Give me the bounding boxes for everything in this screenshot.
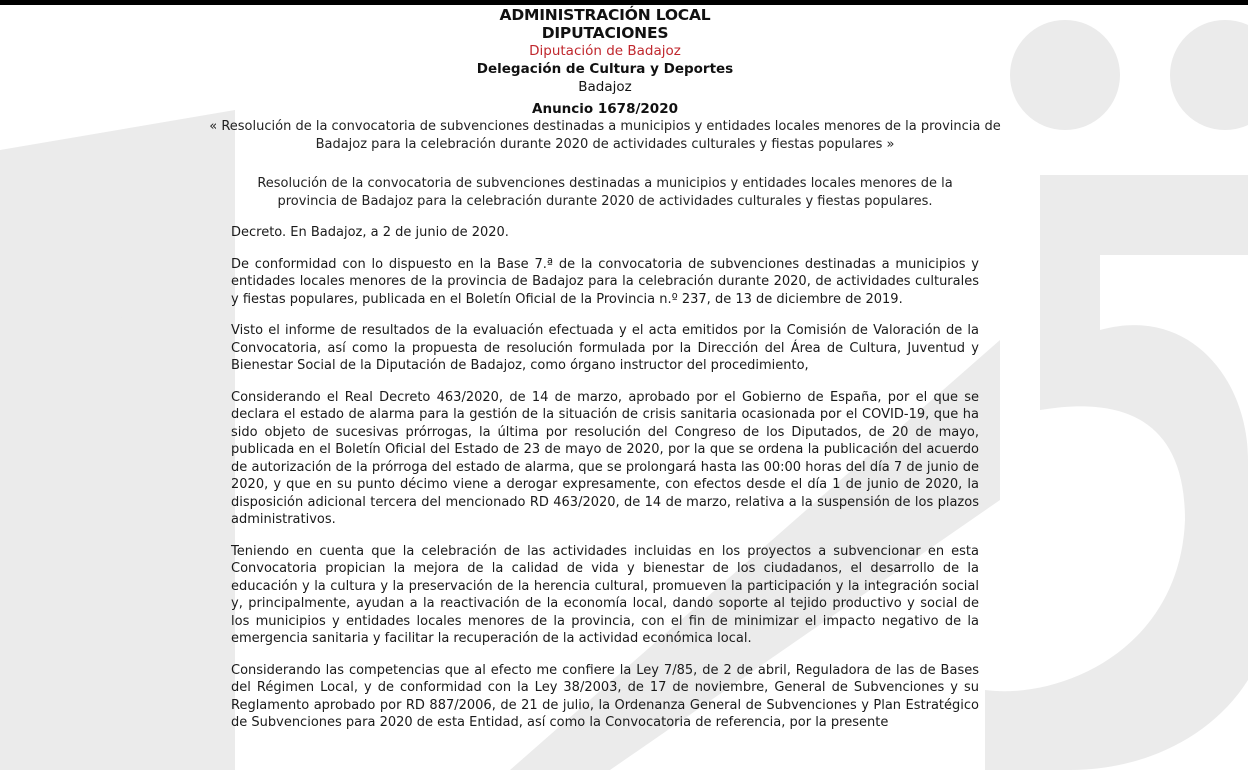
paragraph: Considerando las competencias que al efecto me confiere la Ley 7/85, de 2 de abril, Reguladora de las de Bases del Régimen Local, y de conformidad con la Ley 38/2003, de 17 de noviembre, General de Subvenciones y su Reglamento aprobado por RD 887/2006, de 21 de julio, la Ordenanza General de Subvenciones y Plan Estratégico de Subvenciones para 2020 de esta Entidad, así como la Convocatoria de referencia, por la presente bbox=[231, 662, 979, 730]
city-name: Badajoz bbox=[578, 79, 632, 95]
paragraph: Visto el informe de resultados de la evaluación efectuada y el acta emitidos por la Comisión de Valoración de la Convocatoria, así como la propuesta de resolución formulada por la Dirección del Área de Cultura, Juventud y Bienestar Social de la Diputación de Badajoz, como órgano instructor del procedimiento, bbox=[231, 323, 979, 373]
section-title: ADMINISTRACIÓN LOCAL bbox=[499, 6, 711, 24]
department-name: Delegación de Cultura y Deportes bbox=[476, 61, 734, 77]
paragraph: Teniendo en cuenta que la celebración de las actividades incluidas en los proyectos a subvencionar en esta Convocatoria propician la mejora de la calidad de vida y bienestar de los ciudadanos, el desarrollo de la educación y la cultura y la preservación de la herencia cultural, promueven la participación y la integración social y, principalmente, ayudan a la reactivación de la economía local, dando soporte al tejido productivo y social de los municipios y entidades locales menores de la provincia, con el fin de minimizar el impacto negativo de la emergencia sanitaria y facilitar la recuperación de la actividad económica local. bbox=[231, 543, 979, 646]
paragraph: Considerando el Real Decreto 463/2020, de 14 de marzo, aprobado por el Gobierno de España, por el que se declara el estado de alarma para la gestión de la situación de crisis sanitaria ocasionada por el COVID-19, que ha sido objeto de sucesivas prórrogas, la última por resolución del Congreso de los Diputados, de 20 de mayo, publicada en el Boletín Oficial del Estado de 23 de mayo de 2020, por la que se ordena la publicación del acuerdo de autorización de la prórroga del estado de alarma, que se prolongará hasta las 00:00 horas del día 7 de junio de 2020, y que en su punto décimo viene a derogar expresamente, con efectos desde el día 1 de junio de 2020, la disposición adicional tercera del mencionado RD 463/2020, de 14 de marzo, relativa a la suspensión de los plazos administrativos. bbox=[231, 389, 979, 527]
watermark-left-dot bbox=[105, 245, 185, 325]
entity-name: Diputación de Badajoz bbox=[529, 43, 681, 59]
watermark-right-dot-2 bbox=[1170, 20, 1248, 130]
watermark-right-dot-1 bbox=[1010, 20, 1120, 130]
announcement-number: Anuncio 1678/2020 bbox=[532, 101, 678, 117]
document-header bbox=[231, 6, 979, 118]
subsection-title: DIPUTACIONES bbox=[541, 24, 669, 42]
paragraph-decreto: Decreto. En Badajoz, a 2 de junio de 2020. bbox=[231, 225, 509, 240]
paragraph: De conformidad con lo dispuesto en la Base 7.ª de la convocatoria de subvenciones destinadas a municipios y entidades locales menores de la provincia de Badajoz para la celebración durante 2020, de actividades culturales y fiestas populares, publicada en el Boletín Oficial de la Provincia n.º 237, de 13 de diciembre de 2019. bbox=[231, 256, 979, 307]
document-content bbox=[209, 6, 1001, 732]
resolution-subtitle: Resolución de la convocatoria de subvenciones destinadas a municipios y entidades locales menores de la provincia de Badajoz para la celebración durante 2020 de actividades culturales y fiestas populares. bbox=[257, 176, 953, 209]
watermark-left-bar bbox=[0, 110, 235, 770]
watermark-five bbox=[985, 175, 1248, 770]
announcement-summary: « Resolución de la convocatoria de subvenciones destinadas a municipios y entidades locales menores de la provincia de Badajoz para la celebración durante 2020 de actividades culturales y fiestas populares » bbox=[209, 119, 1001, 152]
